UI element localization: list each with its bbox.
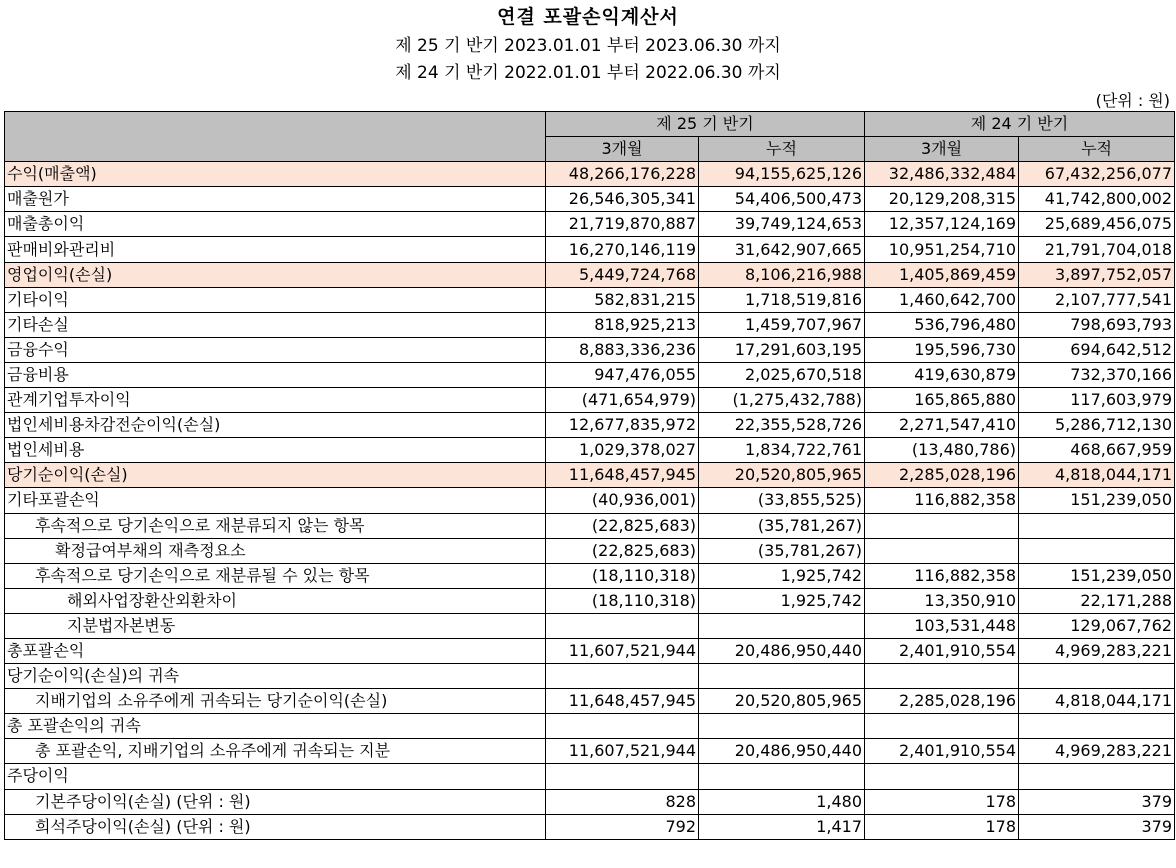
row-value: 5,286,712,130 [1019,413,1175,438]
row-label: 영업이익(손실) [5,262,546,287]
row-value: 178 [865,789,1019,814]
table-row [5,162,1175,187]
row-value: 468,667,959 [1019,438,1175,463]
row-value [865,764,1019,789]
row-value: 8,883,336,236 [546,337,699,362]
row-value: 1,480 [699,789,865,814]
row-value: 2,271,547,410 [865,413,1019,438]
row-label: 후속적으로 당기손익으로 재분류될 수 있는 항목 [5,563,546,588]
row-value: 25,689,456,075 [1019,212,1175,237]
row-value: (40,936,001) [546,488,699,513]
table-row [5,463,1175,488]
sub-header: 3개월 [546,137,699,162]
sub-header: 누적 [1019,137,1175,162]
row-value: 1,834,722,761 [699,438,865,463]
row-value: 94,155,625,126 [699,162,865,187]
row-value: (22,825,683) [546,538,699,563]
row-value: 21,791,704,018 [1019,237,1175,262]
table-row [5,689,1175,714]
row-value [1019,513,1175,538]
row-value: 11,648,457,945 [546,463,699,488]
row-value: 732,370,166 [1019,362,1175,387]
row-value: 694,642,512 [1019,337,1175,362]
table-row [5,588,1175,613]
row-label: 희석주당이익(손실) (단위 : 원) [5,814,546,839]
table-row [5,337,1175,362]
header-row-groups [5,112,1175,137]
row-value: 582,831,215 [546,287,699,312]
row-value: 67,432,256,077 [1019,162,1175,187]
row-value: 17,291,603,195 [699,337,865,362]
row-value: 1,417 [699,814,865,839]
row-value: 54,406,500,473 [699,187,865,212]
row-value: 1,925,742 [699,588,865,613]
table-row [5,312,1175,337]
row-value: 20,486,950,440 [699,739,865,764]
row-label: 지배기업의 소유주에게 귀속되는 당기순이익(손실) [5,689,546,714]
row-label: 기타손실 [5,312,546,337]
row-value: 1,029,378,027 [546,438,699,463]
row-label: 확정급여부채의 재측정요소 [5,538,546,563]
row-label: 총 포괄손익의 귀속 [5,714,546,739]
row-value: 116,882,358 [865,563,1019,588]
row-value: 4,969,283,221 [1019,638,1175,663]
row-value: 26,546,305,341 [546,187,699,212]
table-row [5,413,1175,438]
row-value [1019,664,1175,689]
unit-label: (단위 : 원) [1095,91,1170,110]
row-value: 20,129,208,315 [865,187,1019,212]
row-label: 후속적으로 당기손익으로 재분류되지 않는 항목 [5,513,546,538]
table-row [5,613,1175,638]
row-value: 798,693,793 [1019,312,1175,337]
row-value: 2,401,910,554 [865,739,1019,764]
row-value: 20,520,805,965 [699,463,865,488]
table-row [5,287,1175,312]
row-value [1019,764,1175,789]
row-label: 당기순이익(손실) [5,463,546,488]
table-row [5,664,1175,689]
row-value: 21,719,870,887 [546,212,699,237]
row-value: 2,107,777,541 [1019,287,1175,312]
row-value: 379 [1019,814,1175,839]
row-value: 2,401,910,554 [865,638,1019,663]
statement-title: 연결 포괄손익계산서 [497,6,679,28]
table-row [5,739,1175,764]
row-value: 11,607,521,944 [546,638,699,663]
table-row [5,714,1175,739]
table-row [5,538,1175,563]
group-header-current: 제 25 기 반기 [546,112,865,137]
row-label: 총 포괄손익, 지배기업의 소유주에게 귀속되는 지분 [5,739,546,764]
row-value: 11,648,457,945 [546,689,699,714]
row-value: 13,350,910 [865,588,1019,613]
row-value: 1,718,519,816 [699,287,865,312]
row-value [699,764,865,789]
row-label: 해외사업장환산외환차이 [5,588,546,613]
row-value [1019,538,1175,563]
row-value [699,714,865,739]
row-label: 총포괄손익 [5,638,546,663]
row-value: 4,818,044,171 [1019,689,1175,714]
table-row [5,187,1175,212]
row-value: 419,630,879 [865,362,1019,387]
table-row [5,388,1175,413]
label-header [5,112,546,162]
row-value: 22,355,528,726 [699,413,865,438]
row-value [865,513,1019,538]
row-label: 기타이익 [5,287,546,312]
row-value: 1,460,642,700 [865,287,1019,312]
sub-header: 3개월 [865,137,1019,162]
table-row [5,764,1175,789]
row-value: 379 [1019,789,1175,814]
row-value: 116,882,358 [865,488,1019,513]
row-value: 117,603,979 [1019,388,1175,413]
row-value: (471,654,979) [546,388,699,413]
row-label: 법인세비용차감전순이익(손실) [5,413,546,438]
row-label: 기본주당이익(손실) (단위 : 원) [5,789,546,814]
row-value: 165,865,880 [865,388,1019,413]
row-label: 기타포괄손익 [5,488,546,513]
income-statement-table [4,111,1175,840]
current-period: 제 25 기 반기 2023.01.01 부터 2023.06.30 까지 [395,36,781,56]
row-value: (33,855,525) [699,488,865,513]
row-value [546,764,699,789]
row-label: 지분법자본변동 [5,613,546,638]
row-value: (22,825,683) [546,513,699,538]
row-value: (35,781,267) [699,538,865,563]
row-value [865,664,1019,689]
row-value: 2,025,670,518 [699,362,865,387]
row-value [865,538,1019,563]
row-value: (1,275,432,788) [699,388,865,413]
row-value: 32,486,332,484 [865,162,1019,187]
row-label: 당기순이익(손실)의 귀속 [5,664,546,689]
row-value [865,714,1019,739]
sub-header: 누적 [699,137,865,162]
table-row [5,237,1175,262]
row-value [699,664,865,689]
table-row [5,262,1175,287]
group-header-prior: 제 24 기 반기 [865,112,1175,137]
row-value: 2,285,028,196 [865,463,1019,488]
row-value: 12,677,835,972 [546,413,699,438]
row-label: 주당이익 [5,764,546,789]
row-value: 41,742,800,002 [1019,187,1175,212]
row-value: 22,171,288 [1019,588,1175,613]
prior-period: 제 24 기 반기 2022.01.01 부터 2022.06.30 까지 [395,63,781,83]
row-value: (13,480,786) [865,438,1019,463]
row-value: 4,969,283,221 [1019,739,1175,764]
row-value [1019,714,1175,739]
row-value: 4,818,044,171 [1019,463,1175,488]
row-value [546,664,699,689]
row-value: 103,531,448 [865,613,1019,638]
table-row [5,814,1175,839]
row-value: 1,459,707,967 [699,312,865,337]
row-value: 10,951,254,710 [865,237,1019,262]
row-value: (18,110,318) [546,588,699,613]
row-value: 39,749,124,653 [699,212,865,237]
row-value: 2,285,028,196 [865,689,1019,714]
row-value: 1,405,869,459 [865,262,1019,287]
row-value: 178 [865,814,1019,839]
table-row [5,513,1175,538]
row-value: 48,266,176,228 [546,162,699,187]
row-value: 20,486,950,440 [699,638,865,663]
row-value: 792 [546,814,699,839]
table-row [5,362,1175,387]
row-value: 20,520,805,965 [699,689,865,714]
row-value: 31,642,907,665 [699,237,865,262]
row-label: 매출총이익 [5,212,546,237]
row-value: 818,925,213 [546,312,699,337]
row-value: 536,796,480 [865,312,1019,337]
table-row [5,212,1175,237]
row-value: 8,106,216,988 [699,262,865,287]
row-label: 관계기업투자이익 [5,388,546,413]
row-value: 151,239,050 [1019,488,1175,513]
row-value: (35,781,267) [699,513,865,538]
row-value: 947,476,055 [546,362,699,387]
row-value: 16,270,146,119 [546,237,699,262]
row-value: (18,110,318) [546,563,699,588]
row-value [546,714,699,739]
row-label: 수익(매출액) [5,162,546,187]
row-label: 금융비용 [5,362,546,387]
row-value: 3,897,752,057 [1019,262,1175,287]
row-label: 금융수익 [5,337,546,362]
row-value: 5,449,724,768 [546,262,699,287]
row-value: 11,607,521,944 [546,739,699,764]
row-value: 12,357,124,169 [865,212,1019,237]
table-row [5,563,1175,588]
row-label: 법인세비용 [5,438,546,463]
table-row [5,488,1175,513]
row-value [699,613,865,638]
row-label: 매출원가 [5,187,546,212]
row-value: 129,067,762 [1019,613,1175,638]
row-value: 195,596,730 [865,337,1019,362]
row-label: 판매비와관리비 [5,237,546,262]
row-value: 828 [546,789,699,814]
table-row [5,638,1175,663]
table-row [5,789,1175,814]
row-value: 1,925,742 [699,563,865,588]
table-row [5,438,1175,463]
row-value: 151,239,050 [1019,563,1175,588]
row-value [546,613,699,638]
